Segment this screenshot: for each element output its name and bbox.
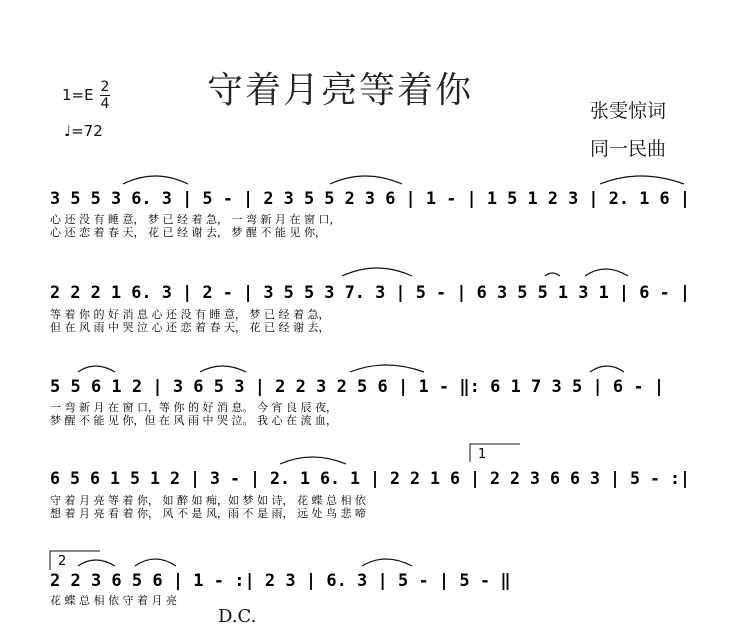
lyrics-line-1-verse-2: 心 还 恋 着 春 天， 花 已 经 谢 去， 梦 醒 不 能 见 你， bbox=[50, 226, 326, 239]
lyrics-line-1-verse-1: 心 还 没 有 睡 意， 梦 已 经 着 急， 一 弯 新 月 在 窗 口， bbox=[50, 213, 341, 226]
key-signature: 1=E bbox=[62, 86, 94, 104]
composer-credit: 同一民曲 bbox=[590, 138, 667, 160]
page-title: 守着月亮等着你 bbox=[207, 70, 474, 111]
tie-arc bbox=[362, 559, 412, 566]
score-line-2 bbox=[50, 268, 690, 334]
time-signature-bottom: 4 bbox=[100, 96, 110, 112]
notes-line-3: 5 5 6 1 2 | 3 6 5 3 | 2 2 3 2 5 6 | 1 - ‖: 6 1 7 3 5 | 6 - | bbox=[50, 377, 665, 397]
notes-line-5: 2 2 3 6 5 6 | 1 - :| 2 3 | 6. 3 | 5 - | 5 - ‖ bbox=[50, 571, 511, 591]
lyrics-line-2-verse-1: 等 着 你 的 好 消 息 心 还 没 有 睡 意， 梦 已 经 着 急， bbox=[50, 308, 330, 321]
lyricist-credit: 张雯惊词 bbox=[590, 100, 667, 122]
tie-arc bbox=[200, 366, 246, 372]
tempo-value: =72 bbox=[71, 122, 103, 140]
volta-1 bbox=[470, 444, 520, 462]
tie-arc bbox=[330, 176, 402, 184]
lyrics-line-2-verse-2: 但 在 风 雨 中 哭 泣 心 还 恋 着 春 天， 花 已 经 谢 去， bbox=[50, 321, 330, 334]
volta-2-label: 2 bbox=[58, 554, 67, 569]
tie-arc bbox=[350, 365, 424, 372]
score-line-1 bbox=[50, 176, 690, 239]
tie-arc bbox=[590, 366, 624, 372]
tie-arc bbox=[135, 559, 176, 566]
tie-arc bbox=[78, 560, 115, 566]
time-signature-top: 2 bbox=[100, 79, 110, 95]
lyrics-line-3-verse-1: 一 弯 新 月 在 窗 口，等 你 的 好 消 息。 今 宵 良 辰 夜， bbox=[50, 401, 337, 414]
tie-arc bbox=[342, 268, 412, 276]
notes-line-4: 6 5 6 1 5 1 2 | 3 - | 2. 1 6. 1 | 2 2 1 6 | 2 2 3 6 6 3 | 5 - :| bbox=[50, 469, 690, 489]
score-line-3 bbox=[50, 365, 664, 427]
da-capo-marking: D.C. bbox=[218, 606, 257, 627]
tie-arc bbox=[585, 269, 628, 276]
tie-arc bbox=[123, 176, 188, 184]
tie-arc bbox=[600, 176, 684, 184]
tie-arc bbox=[280, 457, 346, 464]
tie-arc bbox=[78, 366, 115, 372]
lyrics-line-4-verse-1: 守 着 月 亮 等 着 你， 如 醉 如 痴，如 梦 如 诗， 花 蝶 总 相 依 bbox=[50, 494, 366, 507]
quarter-note-icon: ♩ bbox=[64, 122, 72, 140]
score-line-5 bbox=[50, 559, 511, 607]
lyrics-line-4-verse-2: 想 着 月 亮 看 着 你， 风 不 是 风，雨 不 是 雨， 远 处 鸟 悲 啼 bbox=[50, 507, 366, 520]
lyrics-line-3-verse-2: 梦 醒 不 能 见 你，但 在 风 雨 中 哭 泣。 我 心 在 流 血， bbox=[50, 414, 337, 427]
lyrics-line-5-verse-1: 花 蝶 总 相 依 守 着 月 亮 bbox=[50, 594, 177, 607]
notes-line-2: 2 2 2 1 6. 3 | 2 - | 3 5 5 3 7. 3 | 5 - | 6 3 5 5 1 3 1 | 6 - | bbox=[50, 283, 690, 303]
score-line-4 bbox=[50, 457, 690, 520]
volta-1-label: 1 bbox=[478, 447, 487, 462]
notes-line-1: 3 5 5 3 6. 3 | 5 - | 2 3 5 5 2 3 6 | 1 - | 1 5 1 2 3 | 2. 1 6 | bbox=[50, 189, 690, 209]
tie-arc bbox=[545, 273, 560, 276]
